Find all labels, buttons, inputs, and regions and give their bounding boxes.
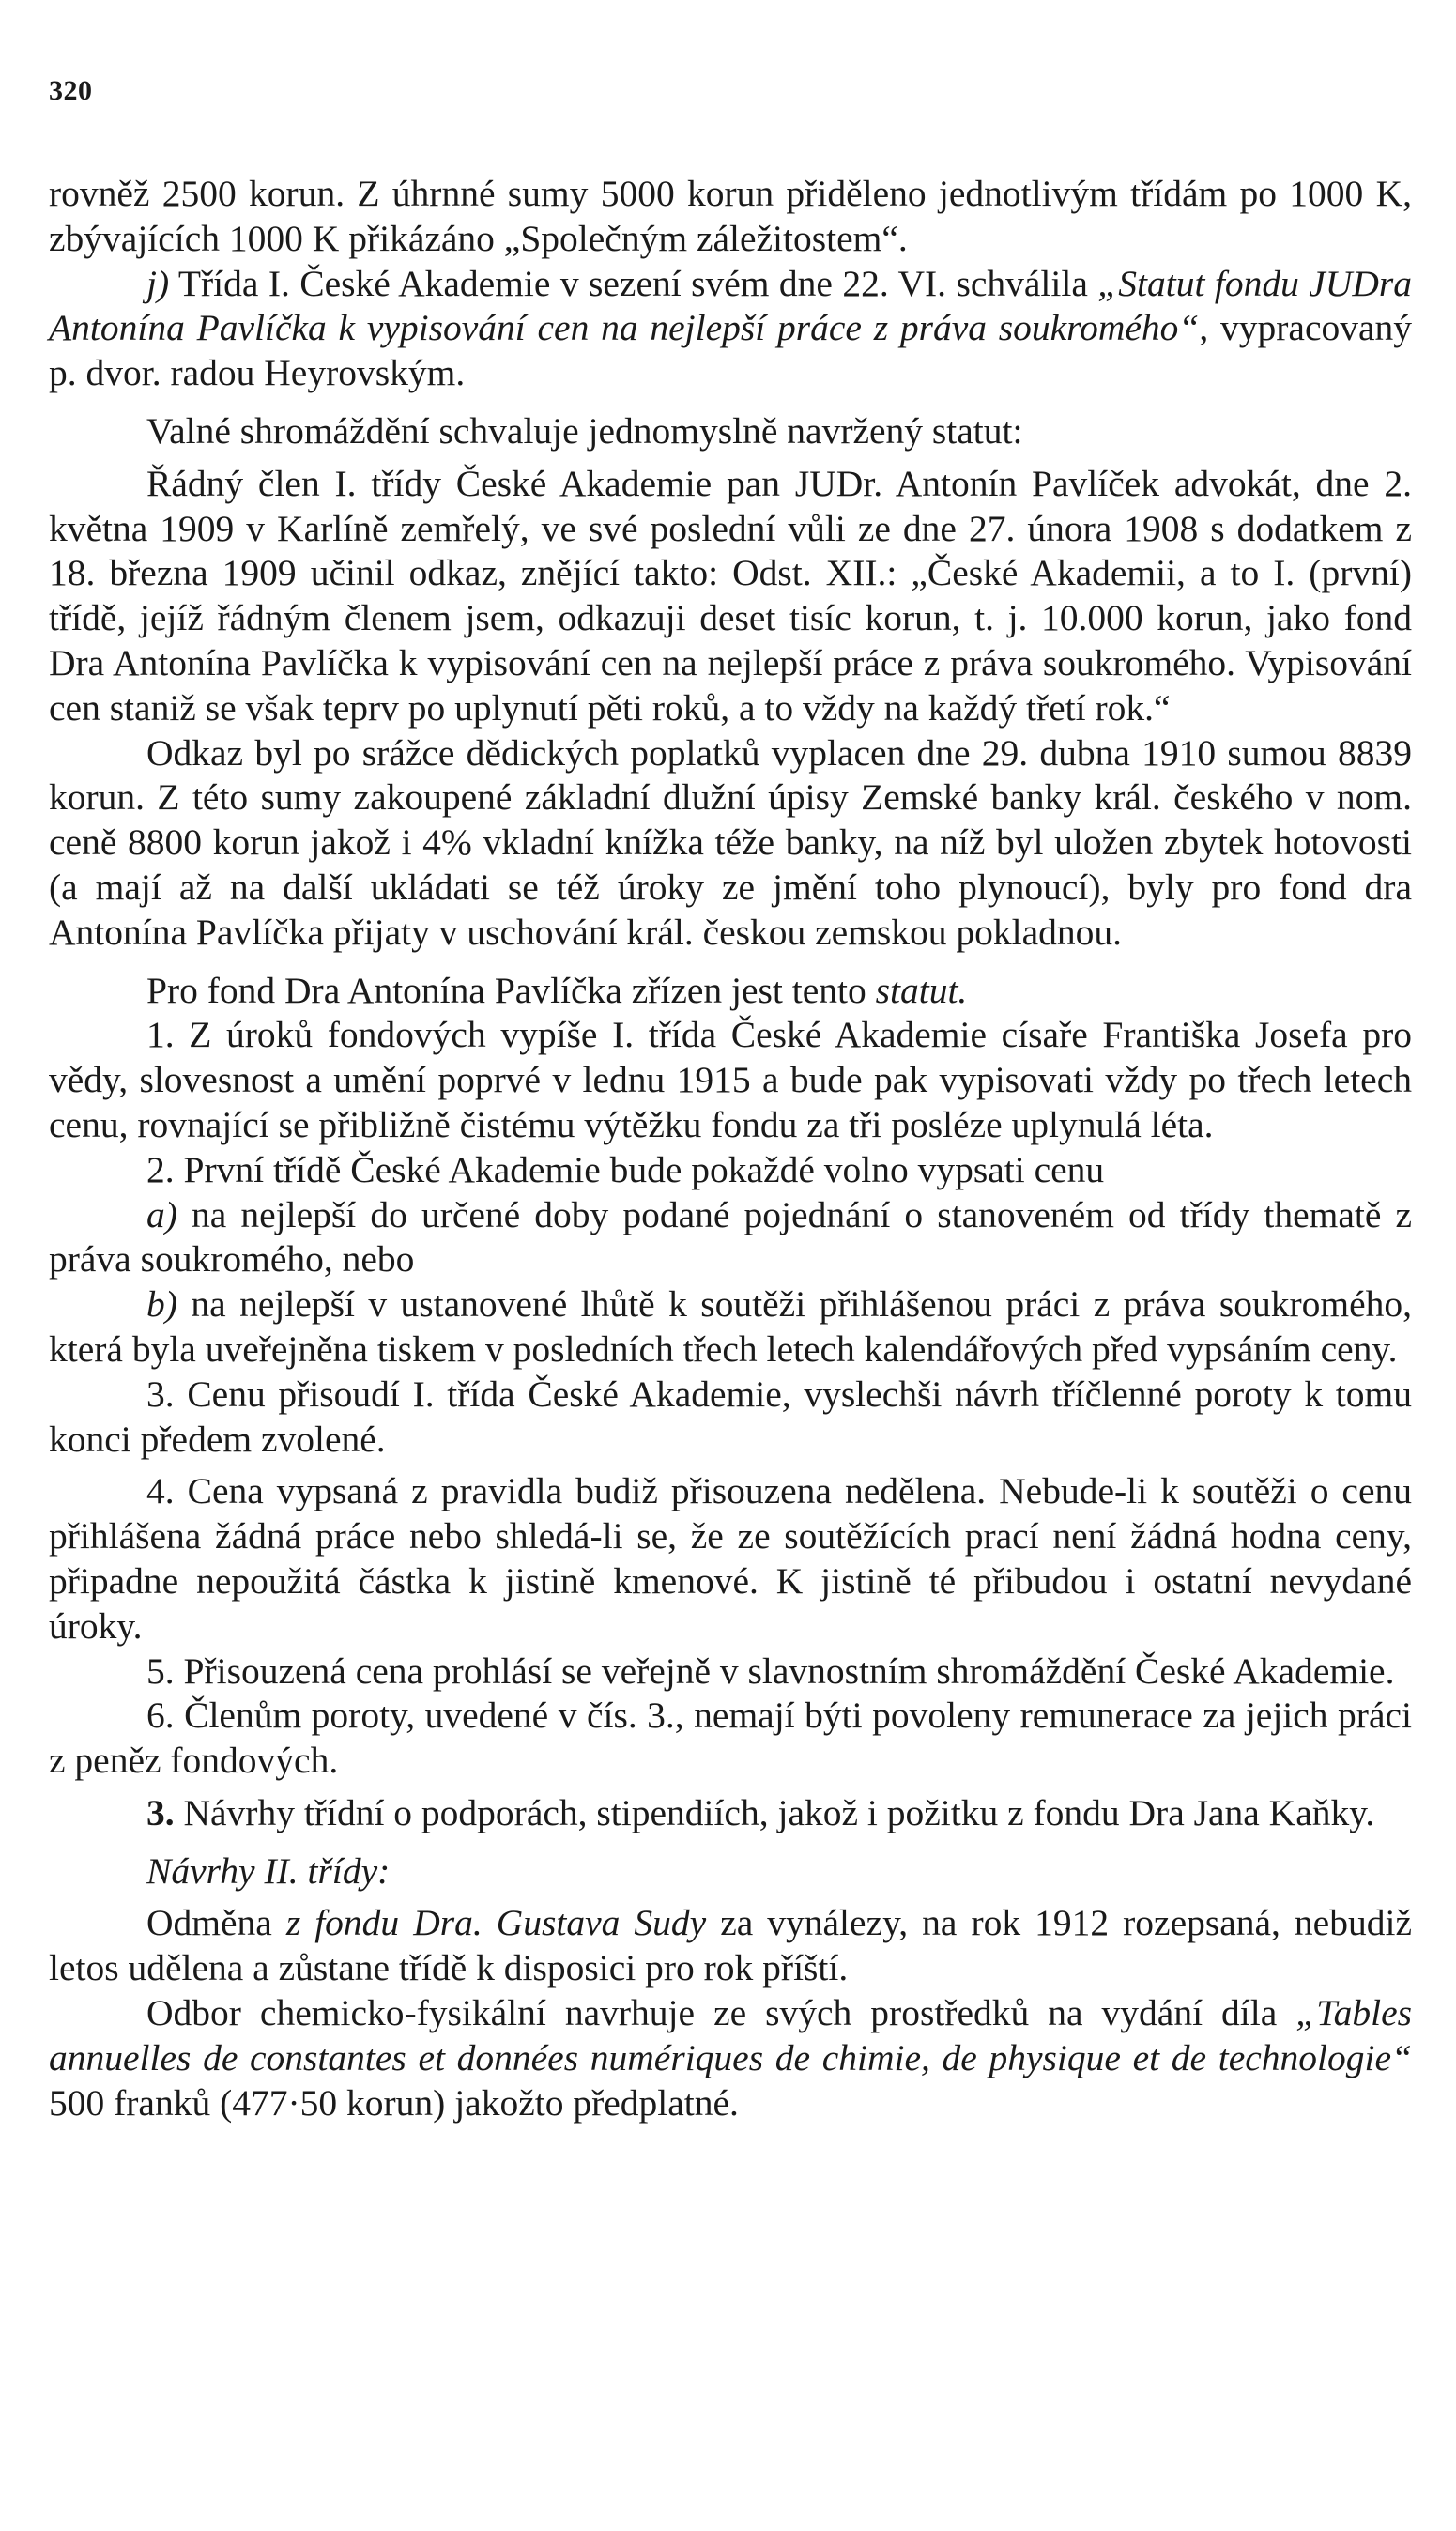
paragraph-text: Pro fond Dra Antonína Pavlíčka zřízen jest tento [146,969,876,1011]
section-number: 3. [146,1791,175,1833]
item-label: a) [146,1193,177,1235]
statute-article-1: 1. Z úroků fondových vypíše I. třída České Akademie císaře Františka Josefa pro vědy, slovesnost a umění poprvé v lednu 1915 a bude pak vypisovati vždy po třech letech cenu, rovnající se přibližně čistému výtěžku fondu za tři posléze uplynulá léta. [49,1014,1412,1145]
paragraph-text: 500 franků (477·50 korun) jakožto předplatné. [49,2081,739,2124]
paragraph-continuation: rovněž 2500 korun. Z úhrnné sumy 5000 korun přiděleno jednotlivým třídám po 1000 K, zbývajících 1000 K přikázáno „Společným záležitostem“. [49,173,1412,259]
item-label: b) [146,1283,177,1326]
statute-article-5: 5. Přisouzená cena prohlásí se veřejně v slavnostním shromáždění České Akademie. [146,1649,1395,1692]
paragraph-statute-intro [49,969,1412,1014]
paragraph-text: Odměna [146,1902,286,1944]
statute-title: „Statut fondu JUDra Antonína Pavlíčka k vypisování cen na nejlepší práce z práva soukromého“ [49,262,1412,349]
paragraph-resolution: Valné shromáždění schvaluje jednomyslně navržený statut: [146,409,1023,452]
statute-article-3: 3. Cenu přisoudí I. třída České Akademie, vyslechši návrh tříčlenné poroty k tomu konci předem zvolené. [49,1373,1412,1460]
page-body [49,172,1412,2125]
fund-name: z fondu Dra. Gustava Sudy [285,1902,707,1944]
paragraph-text: Odbor chemicko-fysikální navrhuje ze svých prostředků na vydání díla [146,1992,1296,2034]
subheading-text: Návrhy II. třídy: [146,1849,391,1892]
statute-word: statut. [875,969,968,1011]
paragraph-suda-fund [49,1901,1412,1991]
statute-article-2b [49,1282,1412,1373]
paragraph-text: , vypracovaný p. dvor. radou Heyrovským. [49,307,1413,394]
book-title: „Tables annuelles de constantes et données numériques de chimie, de physique et de technologie“ [49,1992,1412,2078]
statute-article-2a [49,1193,1412,1283]
paragraph-payment: Odkaz byl po srážce dědických poplatků vyplacen dne 29. dubna 1910 sumou 8839 korun. Z této sumy zakoupené základní dlužní úpisy Zemské banky král. českého v nom. ceně 8800 korun jakož i 4% vkladní knížka téže banky, na níž byl uložen zbytek hotovosti (a mají až na další ukládati se též úroky ze jmění toho plynoucí), byly pro fond dra Antonína Pavlíčka přijaty v uschování král. českou zemskou pokladnou. [49,731,1412,953]
paragraph-bequest: Řádný člen I. třídy České Akademie pan JUDr. Antonín Pavlíček advokát, dne 2. května 1909 v Karlíně zemřelý, ve své poslední vůli ze dne 27. února 1908 s dodatkem z 18. března 1909 učinil odkaz, znějící takto: Odst. XII.: „České Akademii, a to I. (první) třídě, jejíž řádným členem jsem, odkazuji deset tisíc korun, t. j. 10.000 korun, jako fond Dra Antonína Pavlíčka k vypisování cen na nejlepší práce z práva soukromého. Vypisování cen staniž se však teprv po uplynutí pěti roků, a to vždy na každý třetí rok.“ [49,462,1412,729]
item-label: j) [146,262,170,304]
statute-article-6: 6. Členům poroty, uvedené v čís. 3., nemají býti povoleny remunerace za jejich práci z peněz fondových. [49,1695,1412,1782]
page-number: 320 [49,75,93,106]
paragraph-text: Třída I. České Akademie v sezení svém dne 22. VI. schválila [169,262,1098,304]
paragraph-text: na nejlepší do určené doby podané pojednání o stanoveném od třídy thematě z práva soukromého, nebo [49,1193,1412,1281]
paragraph-tables-annuelles [49,1991,1412,2125]
paragraph-item-j [49,262,1412,396]
statute-article-2: 2. První třídě České Akademie bude pokaždé volno vypsati cenu [146,1148,1105,1190]
paragraph-text: za vynálezy, na rok 1912 rozepsaná, nebudiž letos udělena a zůstane třídě k disposici pro rok příští. [49,1902,1412,1989]
section-heading-3 [49,1791,1412,1836]
paragraph-text: na nejlepší v ustanovené lhůtě k soutěži přihlášenou práci z práva soukromého, která byla uveřejněna tiskem v posledních třech letech kalendářových před vypsáním ceny. [49,1283,1412,1370]
paragraph-text: Návrhy třídní o podporách, stipendiích, jakož i požitku z fondu Dra Jana Kaňky. [174,1791,1375,1833]
statute-article-4: 4. Cena vypsaná z pravidla budiž přisouzena nedělena. Nebude-li k soutěži o cenu přihlášena žádná práce nebo shledá-li se, že ze soutěžících prací není žádná hodna ceny, připadne nepoužitá částka k jistině kmenové. K jistině té přibudou i ostatní nevydané úroky. [49,1470,1412,1647]
subheading-class-ii [49,1849,1412,1894]
